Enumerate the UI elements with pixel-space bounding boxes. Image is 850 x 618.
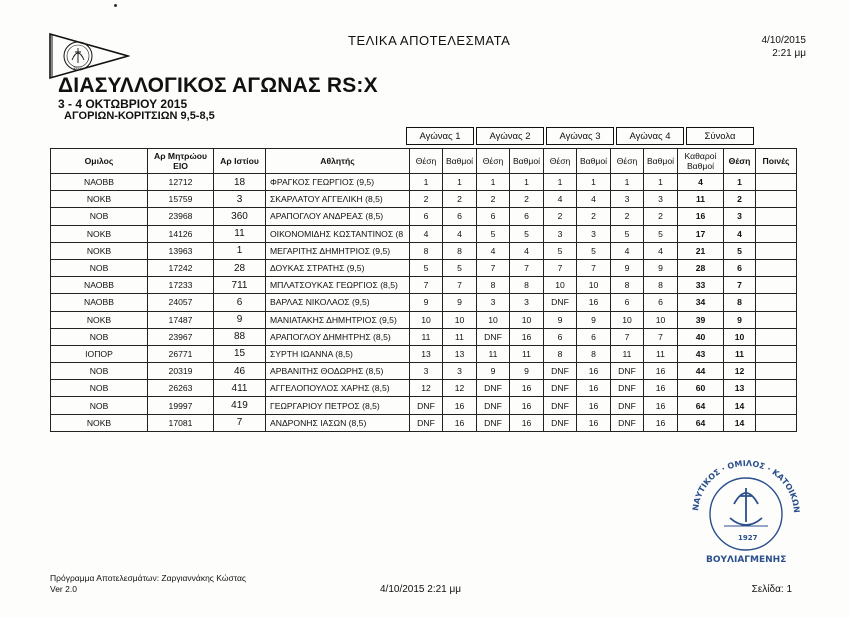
cell-final-pos: 14	[724, 414, 756, 431]
cell-net-points: 4	[678, 174, 724, 191]
cell-sail: 46	[214, 363, 266, 380]
print-datetime	[762, 34, 807, 60]
col-registry: Αρ Μητρώου ΕΙΟ	[148, 149, 214, 174]
cell-registry: 26771	[148, 345, 214, 362]
table-row	[51, 380, 797, 397]
cell-race-4-pos: DNF	[611, 380, 644, 397]
print-date: 4/10/2015	[761, 35, 806, 46]
cell-race-2-pos: 3	[477, 294, 510, 311]
cell-athlete: ΑΡΒΑΝΙΤΗΣ ΘΟΔΩΡΗΣ (8,5)	[266, 363, 410, 380]
cell-club: ΝΑΟΒΒ	[51, 277, 148, 294]
cell-penalties	[756, 174, 797, 191]
cell-registry: 19997	[148, 397, 214, 414]
cell-race-3-pos: 5	[544, 242, 577, 259]
cell-sail: 11	[214, 225, 266, 242]
cell-race-3-pos: DNF	[544, 414, 577, 431]
footer-page-number: Σελίδα: 1	[751, 584, 792, 595]
cell-athlete: ΜΠΛΑΤΣΟΥΚΑΣ ΓΕΩΡΓΙΟΣ (8,5)	[266, 277, 410, 294]
cell-sail: 15	[214, 345, 266, 362]
stamp-year: 1927	[738, 534, 758, 542]
cell-final-pos: 9	[724, 311, 756, 328]
cell-penalties	[756, 397, 797, 414]
cell-race-4-pos: 4	[611, 242, 644, 259]
cell-race-3-pts: 16	[577, 363, 611, 380]
cell-race-1-pts: 13	[443, 345, 477, 362]
table-row	[51, 225, 797, 242]
table-row	[51, 191, 797, 208]
col-club: Ομιλος	[51, 149, 148, 174]
col-final-pos: Θέση	[724, 149, 756, 174]
cell-athlete: ΑΡΑΠΟΓΛΟΥ ΔΗΜΗΤΡΗΣ (8,5)	[266, 328, 410, 345]
cell-race-2-pts: 16	[510, 414, 544, 431]
cell-club: ΝΟΒ	[51, 208, 148, 225]
cell-race-2-pts: 9	[510, 363, 544, 380]
cell-final-pos: 6	[724, 259, 756, 276]
cell-race-3-pts: 16	[577, 380, 611, 397]
cell-race-4-pos: 7	[611, 328, 644, 345]
cell-race-3-pts: 10	[577, 277, 611, 294]
cell-race-2-pos: 8	[477, 277, 510, 294]
col-r4-pts: Βαθμοί	[644, 149, 678, 174]
cell-race-3-pts: 6	[577, 328, 611, 345]
cell-club: ΙΟΠΟΡ	[51, 345, 148, 362]
totals-header: Σύνολα	[686, 127, 754, 145]
cell-net-points: 43	[678, 345, 724, 362]
cell-sail: 411	[214, 380, 266, 397]
cell-race-2-pos: 6	[477, 208, 510, 225]
cell-race-1-pos: 13	[410, 345, 443, 362]
cell-registry: 17233	[148, 277, 214, 294]
cell-final-pos: 3	[724, 208, 756, 225]
cell-club: ΝΟΒ	[51, 328, 148, 345]
cell-race-3-pts: 7	[577, 259, 611, 276]
cell-race-2-pts: 16	[510, 328, 544, 345]
cell-race-4-pos: 1	[611, 174, 644, 191]
cell-penalties	[756, 225, 797, 242]
cell-net-points: 28	[678, 259, 724, 276]
cell-race-1-pos: 12	[410, 380, 443, 397]
cell-athlete: ΜΑΝΙΑΤΑΚΗΣ ΔΗΜΗΤΡΙΟΣ (9,5)	[266, 311, 410, 328]
cell-race-4-pos: 2	[611, 208, 644, 225]
cell-club: ΝΟΚΒ	[51, 191, 148, 208]
cell-race-3-pos: 7	[544, 259, 577, 276]
col-r2-pos: Θέση	[477, 149, 510, 174]
cell-penalties	[756, 242, 797, 259]
cell-race-3-pos: 8	[544, 345, 577, 362]
cell-race-3-pts: 2	[577, 208, 611, 225]
cell-penalties	[756, 311, 797, 328]
cell-race-2-pos: 7	[477, 259, 510, 276]
cell-race-2-pos: DNF	[477, 328, 510, 345]
event-title: ΔΙΑΣΥΛΛΟΓΙΚΟΣ ΑΓΩΝΑΣ RS:X	[58, 74, 378, 97]
col-sail: Αρ Ιστίου	[214, 149, 266, 174]
cell-final-pos: 13	[724, 380, 756, 397]
logo-year: 1927	[73, 65, 82, 70]
cell-sail: 1	[214, 242, 266, 259]
cell-final-pos: 14	[724, 397, 756, 414]
cell-race-2-pos: 9	[477, 363, 510, 380]
cell-race-2-pos: 11	[477, 345, 510, 362]
cell-athlete: ΟΙΚΟΝΟΜΙΔΗΣ ΚΩΣΤΑΝΤΙΝΟΣ (8	[266, 225, 410, 242]
cell-race-3-pts: 16	[577, 294, 611, 311]
footer-datetime: 4/10/2015 2:21 μμ	[380, 584, 462, 595]
club-stamp	[684, 452, 808, 570]
results-table	[50, 148, 797, 432]
cell-race-1-pts: 4	[443, 225, 477, 242]
cell-race-1-pts: 16	[443, 397, 477, 414]
cell-race-2-pos: DNF	[477, 414, 510, 431]
cell-registry: 14126	[148, 225, 214, 242]
cell-sail: 360	[214, 208, 266, 225]
cell-athlete: ΣΥΡΤΗ ΙΩΑΝΝΑ (8,5)	[266, 345, 410, 362]
cell-net-points: 16	[678, 208, 724, 225]
cell-race-4-pts: 4	[644, 242, 678, 259]
cell-athlete: ΓΕΩΡΓΑΡΙΟΥ ΠΕΤΡΟΣ (8,5)	[266, 397, 410, 414]
cell-registry: 20319	[148, 363, 214, 380]
cell-registry: 12712	[148, 174, 214, 191]
cell-race-1-pts: 12	[443, 380, 477, 397]
cell-race-4-pts: 3	[644, 191, 678, 208]
footer-program-line1: Πρόγραμμα Αποτελεσμάτων: Ζαργιαννάκης Κώστας	[50, 573, 246, 583]
cell-race-2-pos: 2	[477, 191, 510, 208]
cell-race-1-pos: DNF	[410, 414, 443, 431]
cell-net-points: 44	[678, 363, 724, 380]
cell-race-4-pos: DNF	[611, 397, 644, 414]
cell-race-1-pts: 11	[443, 328, 477, 345]
cell-registry: 15759	[148, 191, 214, 208]
cell-race-1-pts: 8	[443, 242, 477, 259]
cell-race-2-pts: 5	[510, 225, 544, 242]
footer-program-info	[50, 573, 246, 595]
event-category: ΑΓΟΡΙΩΝ-ΚΟΡΙΤΣΙΩΝ 9,5-8,5	[64, 110, 215, 122]
cell-penalties	[756, 328, 797, 345]
cell-final-pos: 4	[724, 225, 756, 242]
cell-final-pos: 8	[724, 294, 756, 311]
cell-final-pos: 10	[724, 328, 756, 345]
cell-race-1-pos: 8	[410, 242, 443, 259]
race-2-header: Αγώνας 2	[476, 127, 544, 145]
cell-net-points: 39	[678, 311, 724, 328]
cell-final-pos: 1	[724, 174, 756, 191]
cell-race-3-pos: 6	[544, 328, 577, 345]
col-r1-pts: Βαθμοί	[443, 149, 477, 174]
cell-athlete: ΑΝΔΡΟΝΗΣ ΙΑΣΩΝ (8,5)	[266, 414, 410, 431]
cell-race-4-pts: 10	[644, 311, 678, 328]
cell-race-1-pts: 7	[443, 277, 477, 294]
cell-net-points: 40	[678, 328, 724, 345]
cell-penalties	[756, 345, 797, 362]
cell-registry: 24057	[148, 294, 214, 311]
cell-sail: 9	[214, 311, 266, 328]
table-row	[51, 242, 797, 259]
col-athlete: Αθλητής	[266, 149, 410, 174]
cell-penalties	[756, 414, 797, 431]
col-r1-pos: Θέση	[410, 149, 443, 174]
race-4-header: Αγώνας 4	[616, 127, 684, 145]
cell-net-points: 21	[678, 242, 724, 259]
cell-net-points: 33	[678, 277, 724, 294]
col-r4-pos: Θέση	[611, 149, 644, 174]
cell-race-3-pos: 3	[544, 225, 577, 242]
table-row	[51, 328, 797, 345]
cell-race-3-pts: 16	[577, 414, 611, 431]
cell-club: ΝΟΚΒ	[51, 242, 148, 259]
cell-race-1-pts: 5	[443, 259, 477, 276]
cell-registry: 17487	[148, 311, 214, 328]
cell-race-2-pos: 10	[477, 311, 510, 328]
cell-race-1-pts: 6	[443, 208, 477, 225]
cell-race-1-pos: 7	[410, 277, 443, 294]
cell-final-pos: 12	[724, 363, 756, 380]
cell-race-2-pts: 2	[510, 191, 544, 208]
cell-race-2-pts: 10	[510, 311, 544, 328]
cell-race-3-pos: DNF	[544, 294, 577, 311]
cell-final-pos: 11	[724, 345, 756, 362]
cell-race-3-pts: 1	[577, 174, 611, 191]
cell-race-2-pos: 5	[477, 225, 510, 242]
cell-athlete: ΦΡΑΓΚΟΣ ΓΕΩΡΓΙΟΣ (9,5)	[266, 174, 410, 191]
cell-athlete: ΒΑΡΛΑΣ ΝΙΚΟΛΑΟΣ (9,5)	[266, 294, 410, 311]
print-time: 2:21 μμ	[772, 48, 806, 59]
table-row	[51, 208, 797, 225]
cell-sail: 711	[214, 277, 266, 294]
cell-registry: 17242	[148, 259, 214, 276]
table-row	[51, 414, 797, 431]
cell-final-pos: 7	[724, 277, 756, 294]
cell-sail: 88	[214, 328, 266, 345]
cell-race-3-pts: 8	[577, 345, 611, 362]
table-row	[51, 277, 797, 294]
cell-race-1-pts: 16	[443, 414, 477, 431]
scan-speck	[114, 4, 117, 7]
stamp-text-top-path: ΝΑΥΤΙΚΟΣ · ΟΜΙΛΟΣ · ΚΑΤΟΙΚΩΝ	[691, 458, 802, 514]
race-3-header: Αγώνας 3	[546, 127, 614, 145]
cell-race-2-pts: 16	[510, 397, 544, 414]
cell-race-1-pos: 2	[410, 191, 443, 208]
cell-registry: 23967	[148, 328, 214, 345]
cell-sail: 28	[214, 259, 266, 276]
cell-race-1-pts: 9	[443, 294, 477, 311]
cell-net-points: 34	[678, 294, 724, 311]
cell-penalties	[756, 363, 797, 380]
results-body	[51, 174, 797, 432]
cell-race-2-pts: 3	[510, 294, 544, 311]
cell-club: ΝΟΚΒ	[51, 311, 148, 328]
cell-race-4-pts: 1	[644, 174, 678, 191]
cell-final-pos: 5	[724, 242, 756, 259]
cell-race-3-pts: 4	[577, 191, 611, 208]
table-row	[51, 174, 797, 191]
cell-race-4-pts: 16	[644, 380, 678, 397]
cell-sail: 6	[214, 294, 266, 311]
cell-race-1-pos: 10	[410, 311, 443, 328]
cell-net-points: 17	[678, 225, 724, 242]
table-row	[51, 345, 797, 362]
cell-race-3-pts: 9	[577, 311, 611, 328]
cell-net-points: 64	[678, 397, 724, 414]
table-row	[51, 294, 797, 311]
cell-registry: 26263	[148, 380, 214, 397]
cell-race-4-pts: 7	[644, 328, 678, 345]
cell-penalties	[756, 259, 797, 276]
cell-race-4-pts: 16	[644, 397, 678, 414]
cell-race-4-pts: 16	[644, 414, 678, 431]
footer-program-line2: Ver 2.0	[50, 584, 77, 594]
cell-race-1-pos: 9	[410, 294, 443, 311]
cell-sail: 3	[214, 191, 266, 208]
cell-race-4-pts: 5	[644, 225, 678, 242]
cell-race-1-pts: 1	[443, 174, 477, 191]
cell-penalties	[756, 380, 797, 397]
cell-sail: 7	[214, 414, 266, 431]
cell-race-1-pts: 10	[443, 311, 477, 328]
stamp-text-bottom: ΒΟΥΛΙΑΓΜΕΝΗΣ	[706, 555, 787, 565]
cell-race-3-pos: 1	[544, 174, 577, 191]
table-row	[51, 397, 797, 414]
cell-race-3-pts: 16	[577, 397, 611, 414]
cell-race-2-pts: 16	[510, 380, 544, 397]
cell-race-1-pos: 3	[410, 363, 443, 380]
cell-club: ΝΟΚΒ	[51, 225, 148, 242]
cell-race-1-pos: 6	[410, 208, 443, 225]
cell-club: ΝΑΟΒΒ	[51, 294, 148, 311]
cell-net-points: 11	[678, 191, 724, 208]
cell-athlete: ΔΟΥΚΑΣ ΣΤΡΑΤΗΣ (9,5)	[266, 259, 410, 276]
cell-race-2-pos: 1	[477, 174, 510, 191]
cell-club: ΝΟΒ	[51, 363, 148, 380]
race-1-header: Αγώνας 1	[406, 127, 474, 145]
cell-race-4-pts: 8	[644, 277, 678, 294]
col-penalties: Ποινές	[756, 149, 797, 174]
cell-race-3-pos: 9	[544, 311, 577, 328]
cell-race-3-pos: DNF	[544, 397, 577, 414]
cell-final-pos: 2	[724, 191, 756, 208]
cell-race-4-pts: 16	[644, 363, 678, 380]
cell-race-4-pts: 6	[644, 294, 678, 311]
cell-net-points: 60	[678, 380, 724, 397]
event-dates: 3 - 4 ΟΚΤΩΒΡΙΟΥ 2015	[58, 97, 188, 111]
col-r3-pos: Θέση	[544, 149, 577, 174]
cell-race-1-pos: 4	[410, 225, 443, 242]
cell-race-2-pts: 11	[510, 345, 544, 362]
cell-race-3-pos: 10	[544, 277, 577, 294]
cell-race-3-pts: 5	[577, 242, 611, 259]
table-row	[51, 311, 797, 328]
cell-race-4-pts: 9	[644, 259, 678, 276]
cell-race-2-pts: 1	[510, 174, 544, 191]
cell-race-4-pos: 9	[611, 259, 644, 276]
cell-race-1-pos: 1	[410, 174, 443, 191]
cell-race-2-pts: 7	[510, 259, 544, 276]
cell-penalties	[756, 294, 797, 311]
cell-race-2-pos: DNF	[477, 397, 510, 414]
cell-race-4-pos: 3	[611, 191, 644, 208]
cell-sail: 419	[214, 397, 266, 414]
cell-race-1-pts: 3	[443, 363, 477, 380]
table-row	[51, 259, 797, 276]
cell-race-4-pos: 8	[611, 277, 644, 294]
cell-club: ΝΑΟΒΒ	[51, 174, 148, 191]
cell-race-4-pts: 11	[644, 345, 678, 362]
cell-race-4-pos: DNF	[611, 363, 644, 380]
cell-penalties	[756, 208, 797, 225]
cell-club: ΝΟΒ	[51, 380, 148, 397]
cell-race-2-pos: 4	[477, 242, 510, 259]
table-row	[51, 363, 797, 380]
cell-race-4-pos: 10	[611, 311, 644, 328]
cell-race-4-pos: DNF	[611, 414, 644, 431]
cell-race-2-pts: 6	[510, 208, 544, 225]
table-header-row	[51, 149, 797, 174]
cell-penalties	[756, 277, 797, 294]
cell-race-1-pts: 2	[443, 191, 477, 208]
cell-race-3-pos: 2	[544, 208, 577, 225]
cell-club: ΝΟΚΒ	[51, 414, 148, 431]
cell-race-3-pos: 4	[544, 191, 577, 208]
cell-penalties	[756, 191, 797, 208]
cell-registry: 23968	[148, 208, 214, 225]
cell-race-4-pos: 11	[611, 345, 644, 362]
cell-race-1-pos: 11	[410, 328, 443, 345]
document-title: ΤΕΛΙΚΑ ΑΠΟΤΕΛΕΣΜΑΤΑ	[348, 33, 511, 48]
cell-club: ΝΟΒ	[51, 397, 148, 414]
cell-race-1-pos: DNF	[410, 397, 443, 414]
cell-race-3-pos: DNF	[544, 363, 577, 380]
cell-race-4-pos: 5	[611, 225, 644, 242]
cell-athlete: ΜΕΓΑΡΙΤΗΣ ΔΗΜΗΤΡΙΟΣ (9,5)	[266, 242, 410, 259]
cell-race-2-pts: 4	[510, 242, 544, 259]
cell-race-1-pos: 5	[410, 259, 443, 276]
cell-race-4-pos: 6	[611, 294, 644, 311]
cell-race-3-pts: 3	[577, 225, 611, 242]
col-r2-pts: Βαθμοί	[510, 149, 544, 174]
cell-race-2-pos: DNF	[477, 380, 510, 397]
cell-race-4-pts: 2	[644, 208, 678, 225]
col-net-points: Καθαροί Βαθμοί	[678, 149, 724, 174]
cell-race-3-pos: DNF	[544, 380, 577, 397]
cell-net-points: 64	[678, 414, 724, 431]
cell-athlete: ΑΡΑΠΟΓΛΟΥ ΑΝΔΡΕΑΣ (8,5)	[266, 208, 410, 225]
col-r3-pts: Βαθμοί	[577, 149, 611, 174]
cell-sail: 18	[214, 174, 266, 191]
cell-registry: 17081	[148, 414, 214, 431]
cell-club: ΝΟΒ	[51, 259, 148, 276]
cell-athlete: ΑΓΓΕΛΟΠΟΥΛΟΣ ΧΑΡΗΣ (8,5)	[266, 380, 410, 397]
cell-registry: 13963	[148, 242, 214, 259]
cell-race-2-pts: 8	[510, 277, 544, 294]
cell-athlete: ΣΚΑΡΛΑΤΟΥ ΑΓΓΕΛΙΚΗ (8,5)	[266, 191, 410, 208]
